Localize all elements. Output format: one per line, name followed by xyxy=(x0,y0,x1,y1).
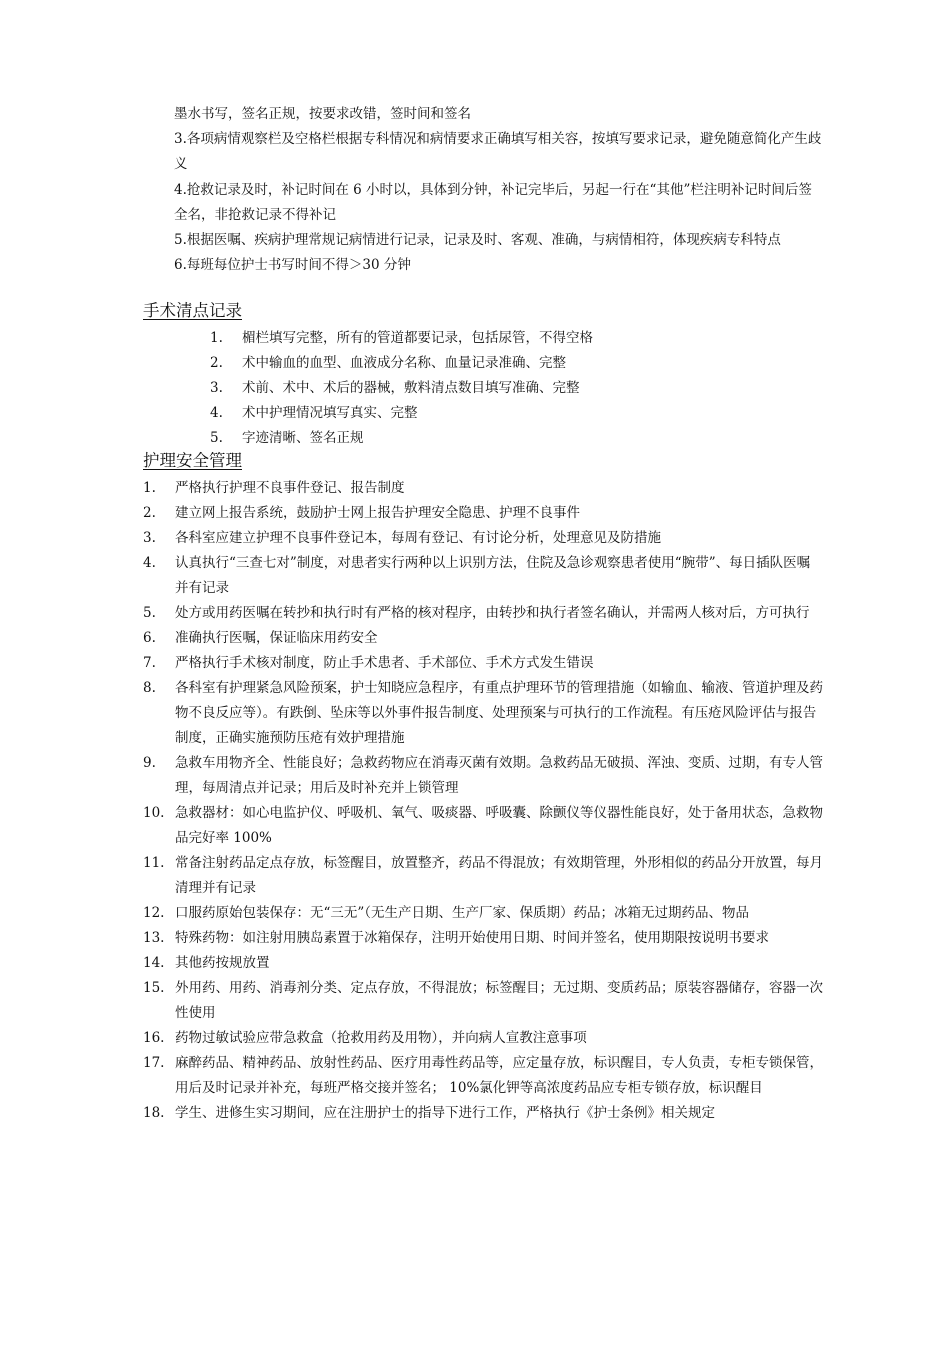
item-number: 3. xyxy=(143,530,156,546)
list-item xyxy=(210,376,810,401)
item-number: 12. xyxy=(143,905,165,921)
list-item xyxy=(143,751,823,801)
item-text: 严格执行护理不良事件登记、报告制度 xyxy=(175,480,405,496)
list-item xyxy=(143,951,823,976)
item-text: 各科室有护理紧急风险预案，护士知晓应急程序，有重点护理环节的管理措施（如输血、输液、管道护理及药物不良反应等）。有跌倒、坠床等以外事件报告制度、处理预案与可执行的工作流程。有压疮风险评估与报告制度，正确实施预防压疮有效护理措施 xyxy=(175,680,823,746)
list-item xyxy=(143,976,823,1026)
item-number: 10. xyxy=(143,805,165,821)
section-heading-nursing-safety: 护理安全管理 xyxy=(143,451,242,470)
item-number: 4. xyxy=(210,405,223,421)
item-number: 1. xyxy=(143,480,156,496)
list-item xyxy=(143,501,823,526)
list-item xyxy=(143,1051,823,1101)
list-item xyxy=(143,901,823,926)
item-number: 5. xyxy=(210,430,223,446)
item-number: 2. xyxy=(210,355,223,371)
item-text: 术中输血的血型、血液成分名称、血量记录准确、完整 xyxy=(242,355,566,371)
item-number: 3. xyxy=(210,380,223,396)
list-item xyxy=(143,801,823,851)
item-text: 麻醉药品、精神药品、放射性药品、医疗用毒性药品等，应定量存放，标识醒目，专人负责，专柜专锁保管，用后及时记录并补充，每班严格交接并签名； 10%氯化钾等高浓度药品应专柜专锁存放，标识醒目 xyxy=(175,1055,823,1096)
item-text: 口服药原始包装保存：无“三无”（无生产日期、生产厂家、保质期）药品；冰箱无过期药品、物品 xyxy=(175,905,750,921)
item-text: 术前、术中、术后的器械，敷料清点数目填写准确、完整 xyxy=(242,380,580,396)
item-number: 11. xyxy=(143,855,165,871)
list-item xyxy=(210,426,810,451)
item-number: 2. xyxy=(143,505,156,521)
section-heading-surgery-count: 手术清点记录 xyxy=(143,301,242,320)
item-text: 急救车用物齐全、性能良好；急救药物应在消毒灭菌有效期。急救药品无破损、浑浊、变质、过期，有专人管理，每周清点并记录；用后及时补充并上锁管理 xyxy=(175,755,823,796)
item-text: 认真执行“三查七对”制度，对患者实行两种以上识别方法，住院及急诊观察患者使用“腕带”、每日插队医嘱并有记录 xyxy=(175,555,811,596)
item-number: 5. xyxy=(143,605,156,621)
list-item xyxy=(143,926,823,951)
item-number: 18. xyxy=(143,1105,165,1121)
item-number: 4. xyxy=(143,555,156,571)
item-text: 特殊药物：如注射用胰岛素置于冰箱保存，注明开始使用日期、时间并签名，使用期限按说明书要求 xyxy=(175,930,769,946)
item-text: 严格执行手术核对制度，防止手术患者、手术部位、手术方式发生错误 xyxy=(175,655,594,671)
continuation-line: 墨水书写，签名正规，按要求改错，签时间和签名 xyxy=(174,106,471,122)
item-text: 处方或用药医嘱在转抄和执行时有严格的核对程序，由转抄和执行者签名确认，并需两人核对后，方可执行 xyxy=(175,605,810,621)
requirement-item-3: 3.各项病情观察栏及空格栏根据专科情况和病情要求正确填写相关容，按填写要求记录，避免随意简化产生歧义 xyxy=(174,131,822,173)
list-item xyxy=(143,676,823,751)
item-text: 急救器材：如心电监护仪、呼吸机、氧气、吸痰器、呼吸囊、除颤仪等仪器性能良好，处于备用状态，急救物品完好率 100% xyxy=(175,805,823,846)
list-item xyxy=(210,351,810,376)
list-item xyxy=(143,476,823,501)
item-text: 常备注射药品定点存放，标签醒目，放置整齐，药品不得混放；有效期管理，外形相似的药品分开放置，每月清理并有记录 xyxy=(175,855,823,896)
item-text: 楣栏填写完整，所有的管道都要记录，包括尿管，不得空格 xyxy=(242,330,593,346)
requirement-item-4: 4.抢救记录及时，补记时间在 6 小时以，具体到分钟，补记完毕后，另起一行在“其他”栏注明补记时间后签全名，非抢救记录不得补记 xyxy=(174,181,812,223)
list-item xyxy=(210,401,810,426)
list-item xyxy=(143,601,823,626)
item-text: 各科室应建立护理不良事件登记本，每周有登记、有讨论分析，处理意见及防措施 xyxy=(175,530,661,546)
item-number: 15. xyxy=(143,980,165,996)
requirement-item-6: 6.每班每位护士书写时间不得＞30 分钟 xyxy=(174,257,411,274)
list-item xyxy=(143,1101,823,1126)
list-item xyxy=(143,651,823,676)
surgery-count-list xyxy=(210,326,810,451)
list-item xyxy=(143,526,823,551)
item-text: 药物过敏试验应带急救盒（抢救用药及用物），并向病人宣教注意事项 xyxy=(175,1030,587,1046)
nursing-safety-list xyxy=(143,476,823,1126)
item-number: 14. xyxy=(143,955,165,971)
item-text: 准确执行医嘱，保证临床用药安全 xyxy=(175,630,378,646)
item-number: 17. xyxy=(143,1055,165,1071)
item-text: 外用药、用药、消毒剂分类、定点存放，不得混放；标签醒目；无过期、变质药品；原装容器储存，容器一次性使用 xyxy=(175,980,823,1021)
item-number: 1. xyxy=(210,330,223,346)
item-number: 8. xyxy=(143,680,156,696)
item-number: 7. xyxy=(143,655,156,671)
list-item xyxy=(143,626,823,651)
list-item xyxy=(143,551,823,601)
item-text: 字迹清晰、签名正规 xyxy=(242,430,364,446)
item-text: 其他药按规放置 xyxy=(175,955,270,971)
list-item xyxy=(210,326,810,351)
item-number: 16. xyxy=(143,1030,165,1046)
requirement-item-5: 5.根据医嘱、疾病护理常规记病情进行记录，记录及时、客观、准确，与病情相符，体现疾病专科特点 xyxy=(174,232,781,249)
item-text: 术中护理情况填写真实、完整 xyxy=(242,405,418,421)
list-item xyxy=(143,851,823,901)
item-number: 13. xyxy=(143,930,165,946)
item-number: 6. xyxy=(143,630,156,646)
nursing-record-requirements-continued xyxy=(174,102,824,279)
item-text: 建立网上报告系统，鼓励护士网上报告护理安全隐患、护理不良事件 xyxy=(175,505,580,521)
item-number: 9. xyxy=(143,755,156,771)
list-item xyxy=(143,1026,823,1051)
item-text: 学生、进修生实习期间，应在注册护士的指导下进行工作，严格执行《护士条例》相关规定 xyxy=(175,1105,715,1121)
